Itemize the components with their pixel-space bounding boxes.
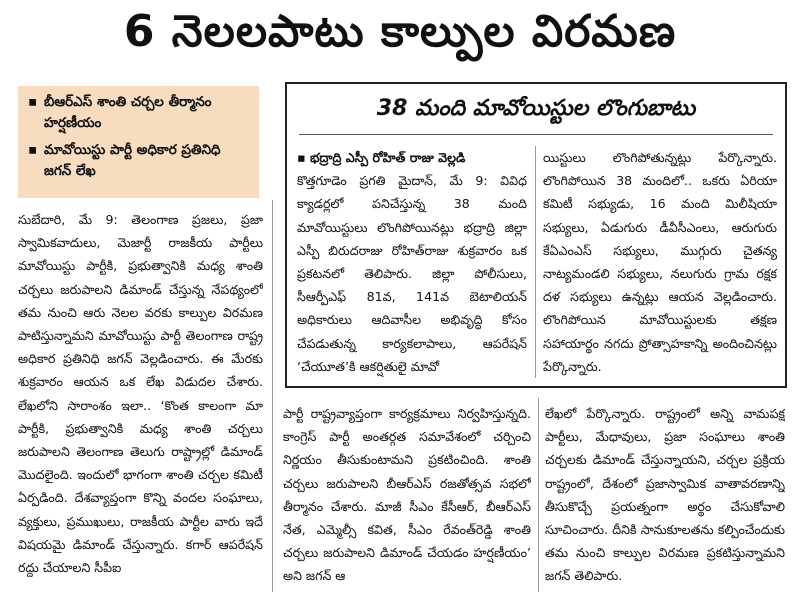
highlight-text: మావోయిస్టు పార్టీ అధికార ప్రతినిధి జగన్ లేఖ [44, 142, 221, 179]
byline-text: భద్రాద్రి ఎస్పీ రోహిత్ రాజు వెల్లడి [309, 150, 466, 165]
sidebar-column-2 [543, 146, 777, 382]
column-divider [272, 200, 273, 592]
highlights-box [18, 86, 259, 198]
main-story-column-1 [18, 208, 263, 588]
headline: 6 నెలలపాటు కాల్పుల విరమణ [123, 6, 677, 57]
main-story-column-3 [545, 402, 785, 588]
sidebar-story-box [285, 82, 787, 388]
column-divider [535, 146, 536, 378]
square-bullet-icon: ▪ [28, 94, 38, 110]
highlight-item [28, 140, 249, 182]
sidebar-headline-rule [299, 134, 773, 135]
column-divider [538, 398, 539, 592]
main-story-text: సుబేదారి, మే 9: తెలంగాణ ప్రజలు, ప్రజా స్వామికవాదులు, మెజార్టీ రాజకీయ పార్టీలు మావోయిస్టు పార్టీకి, ప్రభుత్వానికి మధ్య శాంతి చర్చలు జరుపాలని డిమాండ్ చేస్తున్న నేపథ్యంలో తమ నుంచి ఆరు నెలల వరకు కాల్పుల విరమణ పాటిస్తున్నామని మావోయిస్టు పార్టీ తెలంగాణ రాష్ట్ర అధికార ప్రతినిధి జగన్ వెల్లడించారు. ఈ మేరకు శుక్రవారం ఆయన ఒక లేఖ విడుదల చేశారు. లేఖలోని సారాంశం ఇలా.. ‘కొంత కాలంగా మా పార్టీకి, ప్రభుత్వానికి మధ్య శాంతి చర్చలు జరుపాలని తెలంగాణ తెలుగు రాష్ట్రాల్లో డిమాండ్ మొదలైంది. ఇందులో భాగంగా శాంతి చర్చల కమిటీ ఏర్పడింది. దేశవ్యాప్తంగా కొన్ని వందల సంఘాలు, వ్యక్తులు, ప్రముఖులు, రాజకీయ పార్టీల వారు ఇదే విషయమై డిమాండ్ చేస్తున్నారు. కగార్ ఆపరేషన్ రద్దు చేయాలని సీపీఐ [18, 212, 263, 576]
sidebar-text: కొత్తగూడెం ప్రగతి మైదాన్, మే 9: వివిధ క్యాడర్లలో పనిచేస్తున్న 38 మంది మావోయిస్టులు లొంగిపోయినట్లు భద్రాద్రి జిల్లా ఎస్పీ బిరుదరాజు రోహిత్‌రాజు శుక్రవారం ఒక ప్రకటనలో తెలిపారు. జిల్లా పోలీసులు, సీఆర్పీఎఫ్ 81వ, 141వ బెటాలియన్ అధికారులు ఆదివాసీల అభివృద్ధి కోసం చేపడుతున్న కార్యకలాపాలు, ఆపరేషన్ ‘చేయూత’కి ఆకర్షితులై మావో [297, 173, 527, 374]
main-story-text: పార్టీ రాష్ట్రవ్యాప్తంగా కార్యక్రమాలు నిర్వహిస్తున్నది. కాంగ్రెస్ పార్టీ అంతర్గత సమావేశంలో చర్చించి నిర్ణయం తీసుకుంటామని ప్రకటించింది. శాంతి చర్చలు జరుపాలని బీఆర్ఎస్ రజతోత్సవ సభలో తీర్మానం చేశారు. మాజీ సీఎం కేసీఆర్, బీఆర్ఎస్ నేత, ఎమ్మెల్సీ కవిత, సీఎం రేవంత్‌రెడ్డి శాంతి చర్చలు జరుపాలని డిమాండ్ చేయడం హర్షణీయం’ అని జగన్ ఆ [283, 406, 531, 584]
sidebar-headline: 38 మంది మావోయిస్టుల లొంగుబాటు [376, 96, 696, 121]
sidebar-byline [297, 146, 527, 169]
highlight-item [28, 92, 249, 134]
sidebar-text: యిస్టులు లొంగిపోతున్నట్లు పేర్కొన్నారు. లొంగిపోయిన 38 మందిలో.. ఒకరు ఏరియా కమిటీ సభ్యుడు, 16 మంది మిలీషియా సభ్యులు, ఏడుగురు డీవీసీఎంలు, ఆరుగురు కేఏఎంఎస్ సభ్యులు, ముగ్గురు చైతన్య నాట్యమండలి సభ్యులు, నలుగురు గ్రామ రక్షక దళ సభ్యులు ఉన్నట్లు ఆయన వెల్లడించారు. లొంగిపోయిన మావోయిస్టులకు తక్షణ సహాయార్థం నగదు ప్రోత్సాహకాన్ని అందించినట్లు పేర్కొన్నారు. [543, 150, 777, 374]
main-story-text: లేఖలో పేర్కొన్నారు. రాష్ట్రంలో అన్ని వామపక్ష పార్టీలు, మేధావులు, ప్రజా సంఘాలు శాంతి చర్చలకు డిమాండ్ చేస్తున్నాయని, చర్చల ప్రక్రియ రాష్ట్రంలో, దేశంలో ప్రజాస్వామిక వాతావరణాన్ని తీసుకొచ్చే ప్రయత్నంగా అర్థం చేసుకోవాలి సూచించారు. దీనికి సానుకూలతను కల్పించేందుకు తమ నుంచి కాల్పుల విరమణ ప్రకటిస్తున్నామని జగన్ తెలిపారు. [545, 406, 785, 584]
square-bullet-icon: ▪ [28, 142, 38, 158]
square-bullet-icon: ▪ [297, 150, 306, 165]
sidebar-column-1 [297, 146, 527, 382]
main-story-column-2 [283, 402, 531, 588]
highlight-text: బీఆర్ఎస్ శాంతి చర్చల తీర్మానం హర్షణీయం [44, 94, 212, 131]
